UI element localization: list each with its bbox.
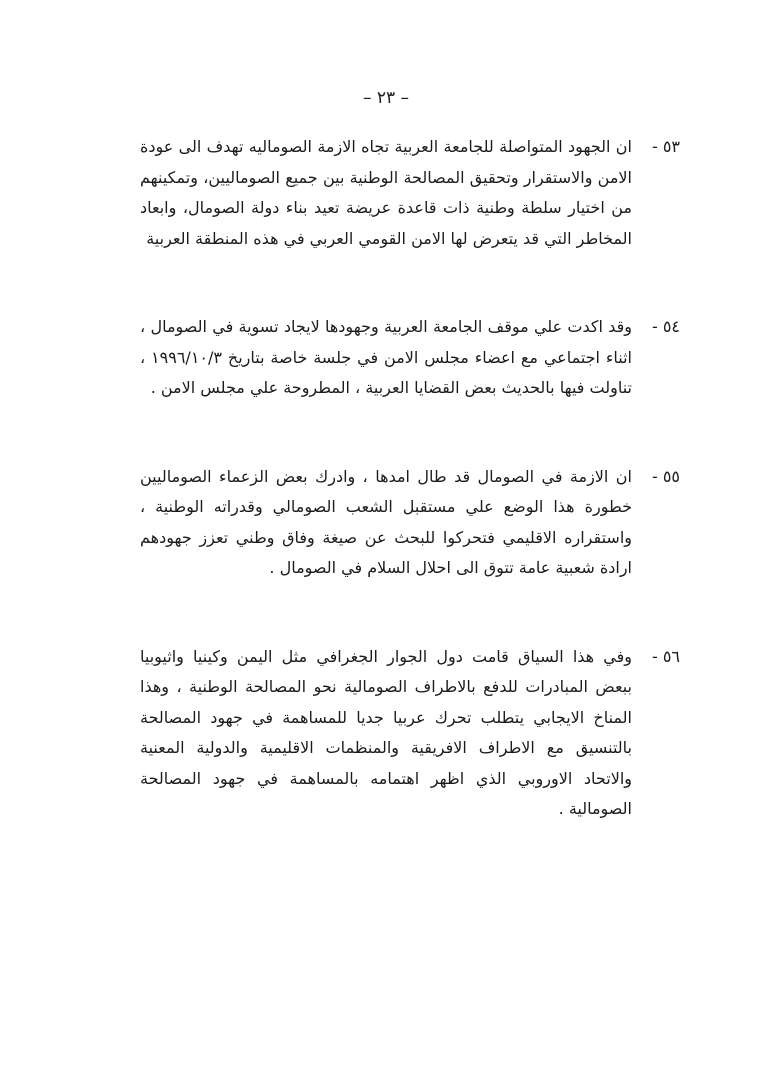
paragraph-number: ٥٤ - — [651, 317, 680, 336]
paragraph-number: ٥٦ - — [651, 646, 680, 666]
paragraph-53 — [140, 132, 680, 254]
document-body — [140, 132, 680, 883]
paragraph-55 — [140, 462, 680, 584]
paragraph-text: وقد اكدت علي موقف الجامعة العربية وجهودها لايجاد تسوية في الصومال ، اثناء اجتماعي مع اعضاء مجلس الامن في جلسة خاصة بتاريخ ١٩٩٦/١٠/٣ ، تناولت فيها بالحديث بعض القضايا العربية ، المطروحة علي مجلس الامن . — [140, 317, 632, 397]
paragraph-number: ٥٣ - — [651, 137, 680, 156]
paragraph-text: وفي هذا السياق قامت دول الجوار الجغرافي مثل اليمن وكينيا واثيوبيا ببعض المبادرات للدفع بالاطراف الصومالية نحو المصالحة الوطنية ، وهذا المناخ الايجابي يتطلب تحرك عربيا جديا للمساهمة في جهود المصالحة بالتنسيق مع الاطراف الافريقية والمنظمات الاقليمية والدولية المعنية والاتحاد الاوروبي الذي اظهر اهتمامه بالمساهمة في جهود المصالحة الصومالية . — [140, 646, 632, 818]
paragraph-54 — [140, 312, 680, 404]
page-number: – ٢٣ – — [362, 88, 410, 108]
paragraph-text: ان الجهود المتواصلة للجامعة العربية تجاه الازمة الصوماليه تهدف الى عودة الامن والاستقرار وتحقيق المصالحة الوطنية بين جميع الصوماليين، وتمكينهم من اختيار سلطة وطنية ذات قاعدة عريضة تعيد بناء دولة الصومال، وابعاد المخاطر التي قد يتعرض لها الامن القومي العربي في هذه المنطقة العربية — [140, 137, 632, 248]
paragraph-number: ٥٥ - — [651, 466, 680, 486]
paragraph-text: ان الازمة في الصومال قد طال امدها ، وادرك بعض الزعماء الصوماليين خطورة هذا الوضع علي مستقبل الشعب الصومالي وقدراته الوطنية ، واستقراره الاقليمي فتحركوا للبحث عن صيغة وفاق وطني تعزز جهودهم ارادة شعبية عامة تتوق الى احلال السلام في الصومال . — [140, 466, 632, 577]
paragraph-56 — [140, 642, 680, 825]
